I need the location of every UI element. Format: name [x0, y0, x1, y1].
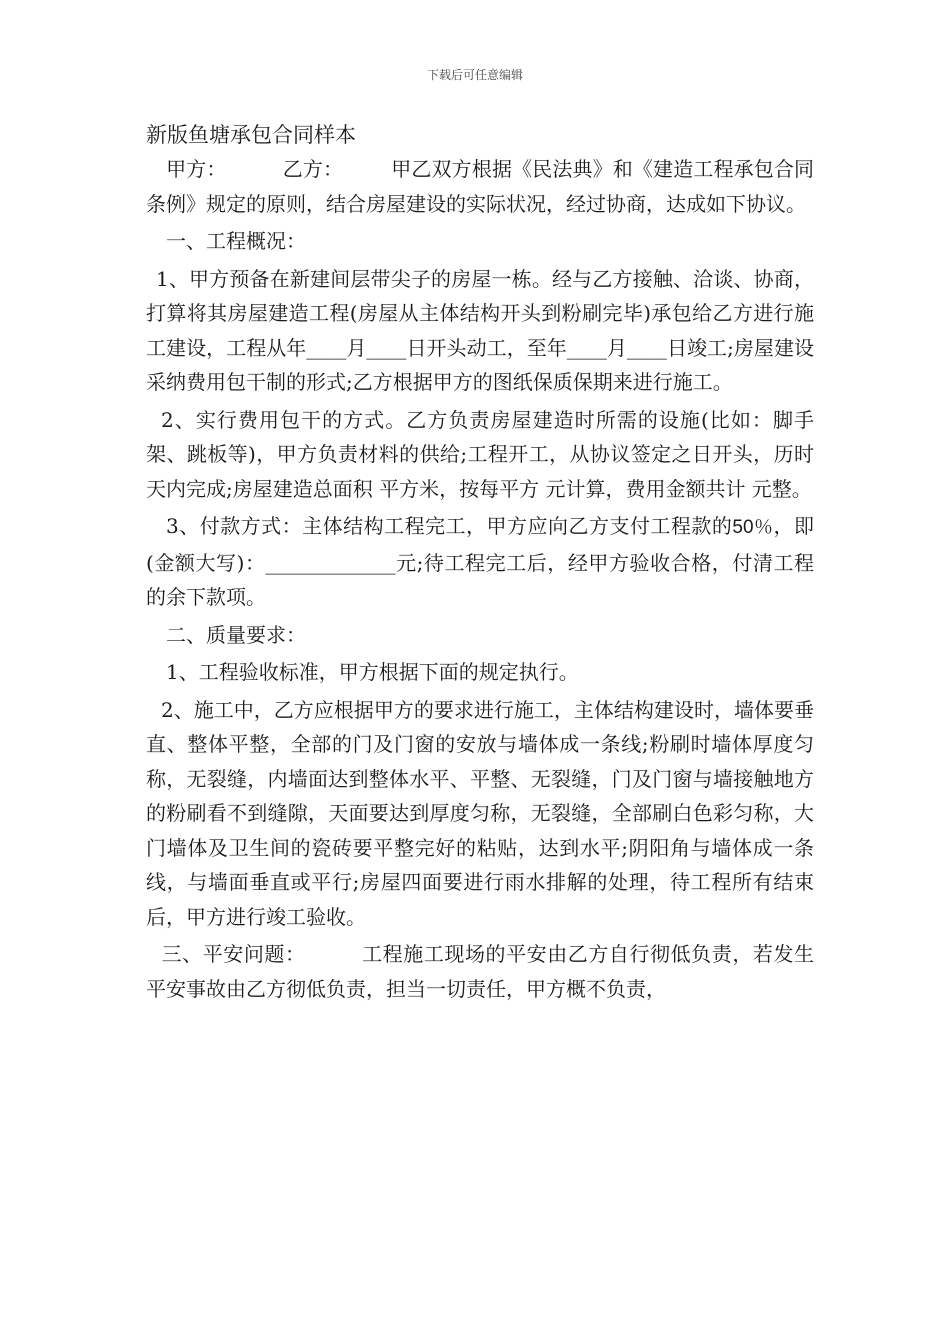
clause-1-2: 2、实行费用包干的方式。乙方负责房屋建造时所需的设施(比如：脚手架、跳板等)，甲方负责材料的供给;工程开工，从协议签定之日开头，历时 天内完成;房屋建造总面积 平方米，按每平方 元计算，费用金额共计 元整。 [146, 407, 814, 501]
party-a-label: 甲方： [166, 157, 227, 181]
section-3-heading: 三、平安问题： [161, 942, 306, 966]
parties-paragraph [146, 152, 814, 221]
page-header-note: 下载后可任意编辑 [426, 68, 523, 82]
clause-1-1: 1、甲方预备在新建间层带尖子的房屋一栋。经与乙方接触、洽谈、协商，打算将其房屋建造工程(房屋从主体结构开头到粉刷完毕)承包给乙方进行施工建设，工程从年____月____日开头动工，至年____月____日竣工;房屋建设采纳费用包干制的形式;乙方根据甲方的图纸保质保期来进行施工。 [146, 266, 814, 394]
document-body [146, 118, 814, 1009]
clause-1-3: 3、付款方式：主体结构工程完工，甲方应向乙方支付工程款的50％，即(金额大写)：_____________元;待工程完工后，经甲方验收合格，付清工程的余下款项。 [146, 514, 815, 609]
section-3-text: 工程施工现场的平安由乙方自行彻低负责，若发生平安事故由乙方彻低负责，担当一切责任，甲方概不负责， [146, 942, 815, 1001]
section-2-heading: 二、质量要求： [166, 622, 306, 647]
party-b-label: 乙方： [282, 157, 344, 181]
intro-text: 甲乙双方根据《民法典》和《建造工程承包合同条例》规定的原则，结合房屋建设的实际状况，经过协商，达成如下协议。 [146, 157, 815, 216]
section-3 [146, 937, 814, 1006]
document-title: 新版鱼塘承包合同样本 [146, 123, 356, 147]
clause-2-1: 1、工程验收标准，甲方根据下面的规定执行。 [166, 660, 579, 684]
clause-2-2: 2、施工中，乙方应根据甲方的要求进行施工，主体结构建设时，墙体要垂直、整体平整，全部的门及门窗的安放与墙体成一条线;粉刷时墙体厚度匀称，无裂缝，内墙面达到整体水平、平整、无裂缝，门及门窗与墙接触地方的粉刷看不到缝隙，天面要达到厚度匀称，无裂缝，全部刷白色彩匀称，大门墙体及卫生间的瓷砖要平整完好的粘贴，达到水平;阴阳角与墙体成一条线，与墙面垂直或平行;房屋四面要进行雨水排解的处理，待工程所有结束后，甲方进行竣工验收。 [146, 697, 814, 929]
section-1-heading: 一、工程概况： [166, 229, 306, 253]
payment-percent: 50％ [732, 517, 774, 538]
